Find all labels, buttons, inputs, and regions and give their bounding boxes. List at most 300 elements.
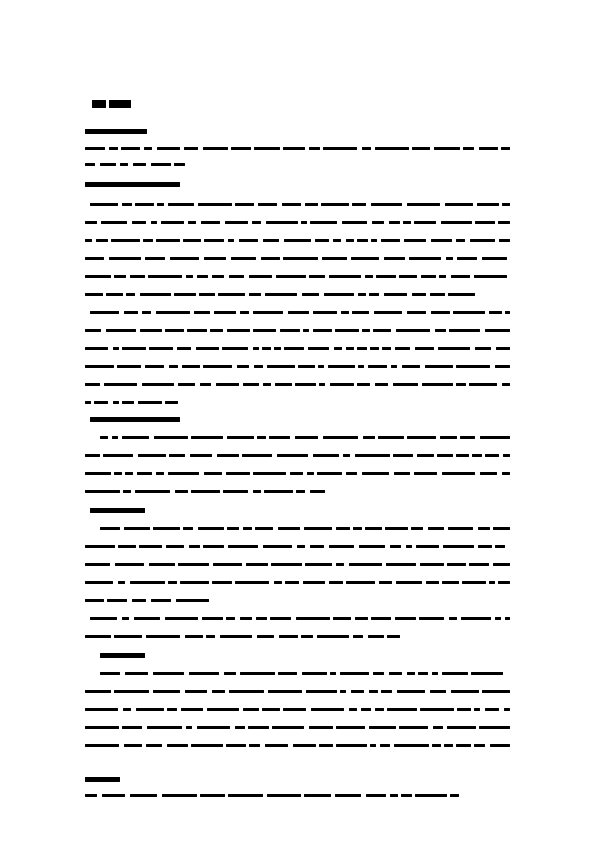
text-word-mark — [450, 794, 459, 797]
text-word-mark — [384, 257, 405, 260]
text-word-mark — [167, 708, 177, 711]
text-word-mark — [438, 347, 470, 350]
text-word-mark — [204, 239, 224, 242]
text-line — [85, 273, 510, 280]
text-word-mark — [213, 563, 242, 566]
text-word-mark — [85, 275, 111, 278]
text-word-mark — [202, 617, 223, 620]
text-word-mark — [387, 708, 417, 711]
text-word-mark — [470, 239, 495, 242]
text-word-mark — [395, 617, 416, 620]
text-word-mark — [448, 527, 473, 530]
text-word-mark — [301, 635, 313, 638]
text-word-mark — [200, 383, 211, 386]
text-word-mark — [474, 744, 485, 747]
text-word-mark — [227, 329, 250, 332]
text-word-mark — [274, 347, 281, 350]
text-word-mark — [275, 383, 292, 386]
section-heading — [85, 128, 155, 136]
text-word-mark — [114, 472, 122, 475]
text-word-mark — [330, 383, 354, 386]
text-word-mark — [409, 257, 441, 260]
text-word-mark — [315, 239, 329, 242]
text-word-mark — [489, 311, 502, 314]
text-word-mark — [349, 563, 382, 566]
text-line — [85, 633, 405, 640]
text-word-mark — [130, 794, 157, 797]
text-word-mark — [109, 147, 118, 150]
text-word-mark — [390, 794, 398, 797]
text-line — [85, 161, 185, 168]
text-word-mark — [170, 257, 199, 260]
text-word-mark — [254, 365, 263, 368]
text-word-mark — [270, 617, 291, 620]
text-word-mark — [435, 329, 446, 332]
text-word-mark — [340, 672, 369, 675]
text-word-mark — [278, 527, 300, 530]
text-word-mark — [181, 708, 203, 711]
text-word-mark — [143, 239, 153, 242]
text-word-mark — [334, 347, 342, 350]
text-word-mark — [485, 708, 499, 711]
text-word-mark — [240, 672, 275, 675]
text-word-mark — [479, 726, 510, 729]
text-word-mark — [85, 545, 115, 548]
text-line — [85, 470, 510, 477]
text-word-mark — [351, 690, 364, 693]
text-word-mark — [283, 708, 306, 711]
text-word-mark — [191, 490, 220, 493]
text-word-mark — [204, 472, 222, 475]
text-word-mark — [482, 690, 510, 693]
text-word-mark — [122, 203, 132, 206]
text-word-mark — [106, 329, 136, 332]
text-word-mark — [385, 527, 408, 530]
text-word-mark — [317, 635, 349, 638]
text-word-mark — [149, 347, 173, 350]
text-word-mark — [90, 617, 117, 620]
text-word-mark — [85, 599, 104, 602]
text-word-mark — [174, 163, 185, 166]
text-line — [100, 525, 510, 532]
text-word-mark — [151, 163, 171, 166]
text-word-mark — [449, 617, 457, 620]
text-word-mark — [402, 365, 420, 368]
text-word-mark — [140, 293, 171, 296]
text-word-mark — [226, 617, 235, 620]
text-word-mark — [412, 147, 430, 150]
text-word-mark — [253, 347, 259, 350]
text-word-mark — [122, 436, 149, 439]
text-word-mark — [336, 744, 367, 747]
text-word-mark — [493, 563, 510, 566]
text-word-mark — [253, 329, 276, 332]
text-line — [90, 201, 510, 208]
text-word-mark — [425, 365, 453, 368]
text-word-mark — [284, 239, 311, 242]
text-line — [100, 434, 510, 441]
text-word-mark — [124, 744, 142, 747]
text-word-mark — [130, 581, 165, 584]
text-word-mark — [374, 311, 402, 314]
text-word-mark — [249, 744, 260, 747]
text-word-mark — [495, 365, 510, 368]
text-word-mark — [257, 635, 274, 638]
text-line — [85, 742, 510, 749]
text-word-mark — [456, 239, 465, 242]
text-word-mark — [122, 401, 134, 404]
text-word-mark — [502, 203, 510, 206]
text-word-mark — [475, 221, 495, 224]
text-word-mark — [297, 545, 305, 548]
text-word-mark — [117, 365, 141, 368]
text-word-mark — [107, 599, 127, 602]
section-heading — [100, 652, 150, 660]
text-word-mark — [448, 293, 475, 296]
text-line — [85, 327, 510, 334]
text-word-mark — [323, 436, 358, 439]
text-word-mark — [168, 203, 194, 206]
text-word-mark — [100, 527, 120, 530]
text-word-mark — [313, 311, 337, 314]
text-word-mark — [256, 617, 267, 620]
text-word-mark — [480, 436, 510, 439]
text-word-mark — [262, 347, 271, 350]
text-word-mark — [146, 635, 180, 638]
text-word-mark — [359, 545, 385, 548]
text-word-mark — [212, 581, 232, 584]
text-word-mark — [477, 203, 499, 206]
text-line — [85, 237, 510, 244]
text-word-mark — [461, 617, 491, 620]
text-line — [85, 255, 510, 262]
text-word-mark — [175, 490, 188, 493]
text-word-mark — [258, 203, 277, 206]
text-word-mark — [307, 472, 314, 475]
text-word-mark — [505, 311, 510, 314]
text-word-mark — [190, 454, 212, 457]
text-word-mark — [231, 147, 251, 150]
text-line — [85, 291, 475, 298]
text-word-mark — [498, 221, 510, 224]
text-line — [85, 579, 510, 586]
text-word-mark — [85, 708, 118, 711]
text-word-mark — [351, 257, 379, 260]
text-word-mark — [415, 347, 434, 350]
text-word-mark — [419, 617, 444, 620]
text-word-mark — [437, 454, 453, 457]
text-word-mark — [122, 726, 142, 729]
text-word-mark — [293, 744, 316, 747]
text-word-mark — [399, 275, 417, 278]
text-word-mark — [368, 635, 384, 638]
text-word-mark — [151, 599, 171, 602]
text-word-mark — [165, 329, 184, 332]
text-word-mark — [255, 527, 273, 530]
text-word-mark — [444, 744, 453, 747]
text-word-mark — [264, 490, 293, 493]
text-word-mark — [386, 563, 416, 566]
text-word-mark — [378, 436, 404, 439]
text-word-mark — [340, 690, 346, 693]
text-word-mark — [249, 293, 261, 296]
text-word-mark — [169, 454, 185, 457]
text-word-mark — [139, 545, 162, 548]
text-word-mark — [187, 329, 207, 332]
text-word-mark — [85, 635, 111, 638]
text-word-mark — [371, 203, 402, 206]
text-word-mark — [335, 794, 361, 797]
text-word-mark — [123, 490, 131, 493]
text-word-mark — [349, 708, 357, 711]
text-word-mark — [166, 545, 184, 548]
text-word-mark — [346, 347, 354, 350]
text-word-mark — [177, 347, 191, 350]
text-word-mark — [285, 581, 299, 584]
text-word-mark — [268, 690, 302, 693]
text-word-mark — [493, 527, 510, 530]
text-word-mark — [296, 490, 305, 493]
text-line — [85, 724, 510, 731]
text-word-mark — [416, 545, 439, 548]
text-word-mark — [135, 490, 170, 493]
text-word-mark — [218, 293, 245, 296]
text-word-mark — [271, 563, 302, 566]
text-word-mark — [261, 257, 280, 260]
text-word-mark — [243, 708, 259, 711]
text-word-mark — [222, 347, 248, 350]
text-word-mark — [100, 436, 108, 439]
footnote-line — [85, 792, 460, 799]
text-word-mark — [263, 545, 292, 548]
text-word-mark — [226, 472, 250, 475]
text-word-mark — [357, 383, 370, 386]
text-word-mark — [189, 545, 200, 548]
text-word-mark — [407, 203, 440, 206]
text-word-mark — [290, 472, 303, 475]
text-word-mark — [379, 581, 392, 584]
text-word-mark — [387, 635, 400, 638]
text-word-mark — [295, 383, 316, 386]
text-word-mark — [479, 147, 498, 150]
text-word-mark — [240, 311, 249, 314]
text-word-mark — [346, 472, 357, 475]
text-word-mark — [101, 221, 127, 224]
text-word-mark — [253, 490, 261, 493]
text-word-mark — [178, 563, 209, 566]
text-word-mark — [442, 581, 459, 584]
text-word-mark — [85, 347, 108, 350]
footnote-heading — [85, 776, 125, 784]
text-word-mark — [375, 708, 384, 711]
text-word-mark — [447, 726, 476, 729]
text-word-mark — [399, 726, 428, 729]
text-word-mark — [401, 794, 412, 797]
text-word-mark — [469, 383, 497, 386]
text-word-mark — [303, 581, 325, 584]
text-word-mark — [309, 275, 325, 278]
text-word-mark — [308, 347, 329, 350]
text-word-mark — [420, 708, 454, 711]
text-word-mark — [196, 347, 219, 350]
text-word-mark — [414, 472, 437, 475]
text-word-mark — [156, 239, 180, 242]
text-word-mark — [130, 275, 145, 278]
text-word-mark — [246, 563, 268, 566]
text-word-mark — [263, 239, 279, 242]
text-word-mark — [100, 672, 120, 675]
text-word-mark — [426, 581, 439, 584]
text-word-mark — [333, 239, 341, 242]
text-word-mark — [298, 365, 315, 368]
text-word-mark — [495, 545, 505, 548]
text-word-mark — [85, 257, 104, 260]
text-word-mark — [90, 311, 119, 314]
section-heading — [90, 416, 190, 424]
text-word-mark — [165, 401, 178, 404]
text-word-mark — [186, 275, 193, 278]
text-word-mark — [94, 401, 108, 404]
text-word-mark — [485, 329, 510, 332]
text-word-mark — [490, 744, 510, 747]
text-word-mark — [265, 293, 297, 296]
text-word-mark — [310, 545, 324, 548]
text-word-mark — [395, 347, 410, 350]
section-heading — [90, 507, 150, 515]
text-word-mark — [369, 726, 396, 729]
text-word-mark — [369, 690, 378, 693]
text-word-mark — [430, 690, 446, 693]
text-word-mark — [394, 744, 429, 747]
text-word-mark — [149, 563, 175, 566]
text-word-mark — [237, 365, 249, 368]
text-word-mark — [412, 293, 426, 296]
text-word-mark — [267, 794, 301, 797]
text-word-mark — [197, 726, 230, 729]
text-word-mark — [443, 545, 474, 548]
text-word-mark — [85, 581, 113, 584]
text-word-mark — [304, 794, 331, 797]
text-word-mark — [148, 275, 182, 278]
text-word-mark — [283, 257, 318, 260]
text-word-mark — [124, 311, 138, 314]
text-word-mark — [457, 708, 471, 711]
text-word-mark — [169, 365, 178, 368]
text-word-mark — [138, 401, 162, 404]
text-word-mark — [235, 581, 269, 584]
text-word-mark — [147, 726, 182, 729]
text-word-mark — [313, 454, 339, 457]
text-word-mark — [254, 147, 280, 150]
text-word-mark — [302, 293, 319, 296]
text-word-mark — [305, 203, 318, 206]
text-word-mark — [121, 147, 140, 150]
text-word-mark — [225, 221, 248, 224]
text-word-mark — [336, 527, 350, 530]
text-word-mark — [198, 203, 232, 206]
text-word-mark — [183, 239, 201, 242]
text-word-mark — [311, 708, 344, 711]
text-word-mark — [355, 617, 368, 620]
text-word-mark — [303, 329, 309, 332]
text-word-mark — [276, 275, 306, 278]
text-word-mark — [165, 617, 198, 620]
text-word-mark — [389, 672, 402, 675]
text-word-mark — [134, 617, 160, 620]
text-word-mark — [272, 726, 304, 729]
text-word-mark — [249, 275, 272, 278]
text-word-mark — [85, 221, 97, 224]
text-word-mark — [502, 472, 510, 475]
text-word-mark — [333, 617, 351, 620]
text-word-mark — [433, 726, 443, 729]
text-word-mark — [319, 383, 325, 386]
text-line — [85, 345, 510, 352]
text-word-mark — [352, 311, 369, 314]
text-word-mark — [362, 147, 371, 150]
page-title — [92, 98, 152, 110]
text-word-mark — [411, 527, 423, 530]
text-word-mark — [224, 672, 236, 675]
text-word-mark — [243, 383, 259, 386]
text-word-mark — [440, 436, 457, 439]
text-word-mark — [439, 275, 446, 278]
text-word-mark — [434, 147, 460, 150]
text-word-mark — [140, 329, 162, 332]
text-word-mark — [295, 436, 318, 439]
text-word-mark — [284, 347, 304, 350]
text-word-mark — [393, 454, 413, 457]
text-word-mark — [212, 275, 224, 278]
text-word-mark — [253, 472, 286, 475]
text-line — [100, 670, 510, 677]
text-word-mark — [180, 581, 209, 584]
text-word-mark — [375, 383, 388, 386]
text-word-mark — [363, 436, 375, 439]
text-word-mark — [267, 365, 295, 368]
text-word-mark — [309, 147, 320, 150]
text-word-mark — [253, 311, 283, 314]
text-word-mark — [90, 203, 118, 206]
text-word-mark — [174, 293, 196, 296]
text-line — [90, 615, 510, 622]
text-word-mark — [280, 329, 300, 332]
text-word-mark — [243, 527, 252, 530]
text-word-mark — [407, 436, 436, 439]
text-word-mark — [162, 794, 197, 797]
text-word-mark — [501, 147, 510, 150]
text-word-mark — [197, 275, 208, 278]
text-word-mark — [462, 581, 486, 584]
text-word-mark — [302, 672, 327, 675]
section-heading — [85, 181, 185, 189]
text-word-mark — [85, 147, 105, 150]
text-word-mark — [432, 672, 438, 675]
text-word-mark — [336, 726, 365, 729]
text-word-mark — [373, 672, 384, 675]
text-word-mark — [449, 329, 480, 332]
text-word-mark — [397, 690, 425, 693]
text-word-mark — [239, 239, 258, 242]
text-word-mark — [118, 581, 125, 584]
text-word-mark — [133, 163, 146, 166]
text-word-mark — [85, 690, 111, 693]
text-word-mark — [168, 581, 177, 584]
text-word-mark — [85, 163, 95, 166]
text-word-mark — [106, 293, 123, 296]
text-word-mark — [503, 454, 510, 457]
text-word-mark — [396, 581, 422, 584]
